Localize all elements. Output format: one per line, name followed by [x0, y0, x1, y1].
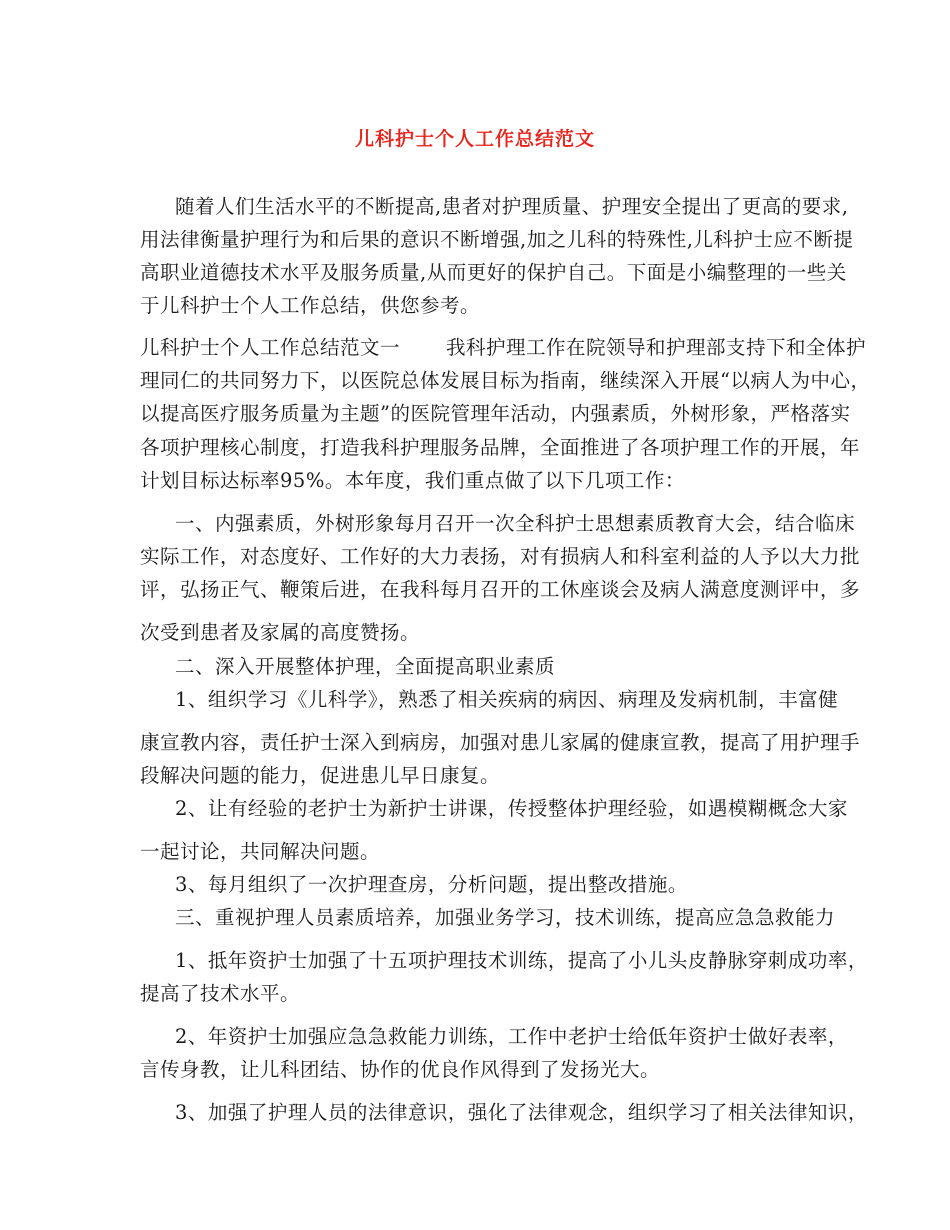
body-line: 1、组织学习《儿科学》，熟悉了相关疾病的病因、病理及发病机制，丰富健 [175, 688, 839, 711]
body-line: 一、内强素质，外树形象每月召开一次全科护士思想素质教育大会，结合临床 [175, 512, 856, 535]
body-line: 理同仁的共同努力下，以医院总体发展目标为指南，继续深入开展“以病人为中心， [140, 369, 871, 392]
body-line: 次受到患者及家属的高度赞扬。 [140, 621, 421, 644]
section-line [140, 336, 866, 360]
section-heading: 儿科护士个人工作总结范文一 [140, 336, 401, 359]
body-line: 2、让有经验的老护士为新护士讲课，传授整体护理经验，如遇模糊概念大家 [175, 797, 848, 820]
body-line: 用法律衡量护理行为和后果的意识不断增强,加之儿科的特殊性,儿科护士应不断提 [140, 228, 854, 251]
body-line: 3、加强了护理人员的法律意识，强化了法律观念，组织学习了相关法律知识， [175, 1101, 868, 1124]
body-line: 段解决问题的能力，促进患儿早日康复。 [140, 764, 501, 787]
body-line: 评，弘扬正气、鞭策后进，在我科每月召开的工休座谈会及病人满意度测评中，多 [140, 578, 861, 601]
body-line: 提高了技术水平。 [140, 982, 301, 1005]
document-title: 儿科护士个人工作总结范文 [354, 128, 595, 150]
body-line: 随着人们生活水平的不断提高,患者对护理质量、护理安全提出了更高的要求, [175, 195, 849, 218]
body-line: 1、抵年资护士加强了十五项护理技术训练，提高了小儿头皮静脉穿刺成功率， [175, 949, 868, 972]
body-text: 我科护理工作在院领导和护理部支持下和全体护 [446, 336, 867, 359]
section-heading: 三、重视护理人员素质培养，加强业务学习，技术训练，提高应急急救能力 [175, 906, 836, 929]
body-line: 实际工作，对态度好、工作好的大力表扬，对有损病人和科室利益的人予以大力批 [140, 545, 861, 568]
body-line: 计划目标达标率95%。本年度，我们重点做了以下几项工作： [140, 469, 685, 492]
body-line: 以提高医疗服务质量为主题”的医院管理年活动，内强素质，外树形象，严格落实 [140, 402, 851, 425]
body-line: 一起讨论，共同解决问题。 [140, 840, 381, 863]
body-line: 3、每月组织了一次护理查房，分析问题，提出整改措施。 [175, 873, 688, 896]
section-heading: 二、深入开展整体护理，全面提高职业素质 [175, 655, 556, 678]
body-line: 于儿科护士个人工作总结，供您参考。 [140, 294, 481, 317]
body-line: 各项护理核心制度，打造我科护理服务品牌，全面推进了各项护理工作的开展，年 [140, 436, 861, 459]
body-line: 高职业道德技术水平及服务质量,从而更好的保护自己。下面是小编整理的一些关 [140, 261, 847, 284]
body-line: 言传身教，让儿科团结、协作的优良作风得到了发扬光大。 [140, 1058, 661, 1081]
body-line: 康宣教内容，责任护士深入到病房，加强对患儿家属的健康宣教，提高了用护理手 [140, 731, 861, 754]
body-line: 2、年资护士加强应急急救能力训练，工作中老护士给低年资护士做好表率， [175, 1025, 848, 1048]
